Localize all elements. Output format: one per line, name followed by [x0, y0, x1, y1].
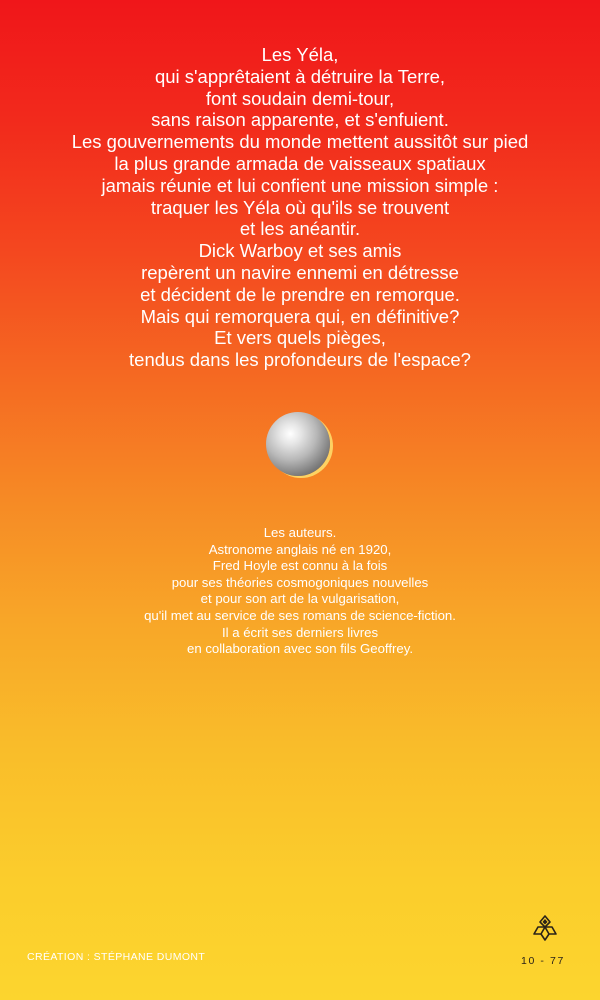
blurb-line: traquer les Yéla où qu'ils se trouvent	[150, 196, 450, 218]
blurb-line: la plus grande armada de vaisseaux spatiaux	[114, 152, 486, 174]
blurb-line: Les Yéla,	[261, 44, 339, 65]
authors-line: pour ses théories cosmogoniques nouvelles	[171, 574, 429, 590]
blurb-line: Dick Warboy et ses amis	[198, 240, 402, 262]
authors-line: qu'il met au service de ses romans de science-fiction.	[144, 607, 456, 623]
publisher-logo-icon	[530, 913, 560, 943]
design-credit: CRÉATION : STÉPHANE DUMONT	[27, 951, 206, 963]
authors-heading: Les auteurs.	[263, 525, 337, 540]
blurb-line: repèrent un navire ennemi en détresse	[141, 261, 459, 283]
blurb-line: et décident de le prendre en remorque.	[140, 283, 460, 305]
authors-line: Fred Hoyle est connu à la fois	[212, 558, 388, 574]
blurb-line: Et vers quels pièges,	[214, 327, 386, 349]
blurb-line: font soudain demi-tour,	[205, 87, 395, 109]
blurb-line: Les gouvernements du monde mettent aussitôt sur pied	[71, 131, 529, 153]
authors-line: et pour son art de la vulgarisation,	[200, 591, 400, 607]
blurb-line: et les anéantir.	[239, 218, 361, 240]
blurb-line: Mais qui remorquera qui, en définitive?	[140, 305, 460, 327]
blurb-line: qui s'apprêtaient à détruire la Terre,	[154, 65, 446, 87]
authors-bio	[0, 525, 600, 658]
blurb-text	[0, 44, 600, 371]
authors-line: Astronome anglais né en 1920,	[208, 541, 392, 557]
authors-line: en collaboration avec son fils Geoffrey.	[186, 641, 414, 657]
authors-line: Il a écrit ses derniers livres	[221, 624, 379, 640]
sphere-illustration	[266, 412, 330, 476]
blurb-line: jamais réunie et lui confient une mission simple :	[101, 174, 499, 196]
catalog-code: 10 - 77	[521, 955, 565, 967]
blurb-line: sans raison apparente, et s'enfuient.	[151, 109, 449, 131]
blurb-line: tendus dans les profondeurs de l'espace?	[129, 349, 471, 371]
